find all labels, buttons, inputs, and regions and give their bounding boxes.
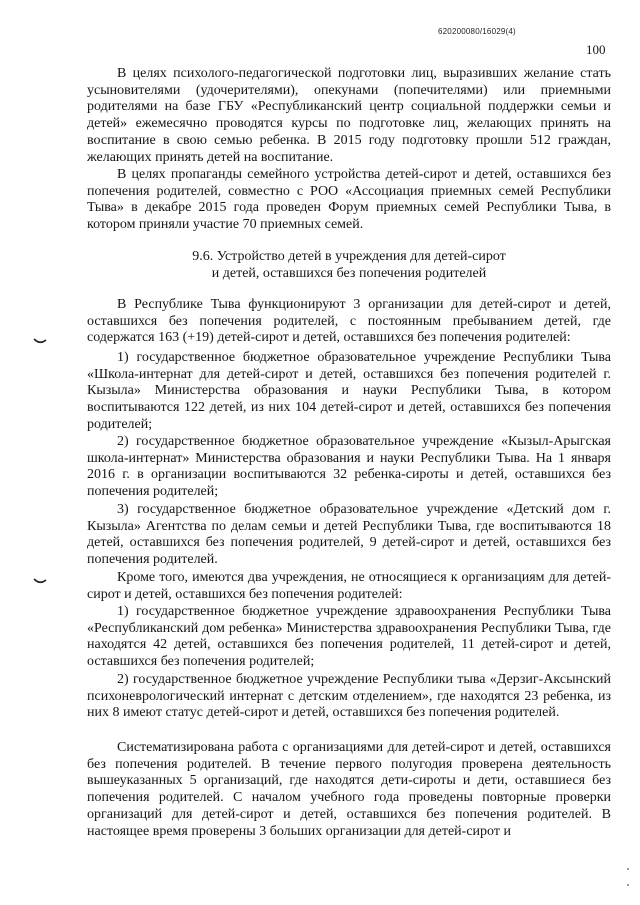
paragraph-inspections: Систематизирована работа с организациями для детей-сирот и детей, оставшихся без попечения родителей. В течение первого полугодия проверена деятельность вышеуказанных 5 организаций, где находятся дети-сироты и дети, оставшиеся без попечения родителей. С началом учебного года проведены повторные проверки организаций для детей-сирот и детей, оставшихся без попечения родителей. В настоящее время проверены 3 больших организации для детей-сирот и <box>87 740 611 839</box>
list-item-orphanage-kyzyl: 3) государственное бюджетное образовательное учреждение «Детский дом г. Кызыла» Агентства по делам семьи и детей Республики Тыва, где воспитываются 18 детей, оставшихся без попечения родителей, 9 детей-сирот и детей, оставшихся без попечения родителей. <box>87 502 611 568</box>
list-item-childrens-home: 1) государственное бюджетное учреждение здравоохранения Республики Тыва «Республиканский дом ребенка» Министерства здравоохранения Республики Тыва, где находятся 42 детей, оставшихся без попечения родителей, 11 детей-сирот и детей, оставшихся без попечения родителей; <box>87 604 611 670</box>
page-number: 100 <box>586 42 606 57</box>
document-code: 620200080/16029(4) <box>438 27 516 36</box>
section-heading-line-2: и детей, оставшихся без попечения родителей <box>211 265 487 281</box>
list-item-boarding-school-kyzyl: 1) государственное бюджетное образовательное учреждение Республики Тыва «Школа-интернат для детей-сирот и детей, оставшихся без попечения родителей г. Кызыла» Министерства образования и науки Республики Тыва, в котором воспитываются 122 детей, из них 104 детей-сирот и детей, оставшихся без попечения родителей; <box>87 350 611 432</box>
section-heading <box>87 249 611 282</box>
paragraph-other-institutions: Кроме того, имеются два учреждения, не относящиеся к организациям для детей-сирот и детей, оставшихся без попечения родителей: <box>87 570 611 602</box>
paragraph-organizations-overview: В Республике Тыва функционируют 3 организации для детей-сирот и детей, оставшихся без попечения родителей, с постоянным пребыванием детей, где содержатся 163 (+19) детей-сирот и детей, оставшихся без попечения родителей: <box>87 297 611 346</box>
paragraph-foster-forum: В целях пропаганды семейного устройства детей-сирот и детей, оставшихся без попечения родителей, совместно с РОО «Ассоциация приемных семей Республики Тыва» в декабре 2015 года проведен Форум приемных семей Республики Тыва, в котором приняли участие 70 приемных семей. <box>87 167 611 233</box>
margin-handwritten-mark <box>33 577 47 585</box>
list-item-derzig-aksy-internat: 2) государственное бюджетное учреждение Республики тыва «Дерзиг-Аксынский психоневрологический интернат с детским отделением», где находятся 23 ребенка, из них 8 имеют статус детей-сирот и детей, оставшихся без попечения родителей. <box>87 672 611 721</box>
list-item-kyzyl-arygskaya-school: 2) государственное бюджетное образовательное учреждение «Кызыл-Арыгская школа-интернат» Министерства образования и науки Республики Тыва. На 1 января 2016 г. в организации воспитываются 32 ребенка-сироты и детей, оставшихся без попечения родителей; <box>87 434 611 500</box>
margin-handwritten-mark <box>33 337 47 345</box>
section-heading-line-1: 9.6. Устройство детей в учреждения для детей-сирот <box>192 249 506 264</box>
scan-speck <box>627 868 629 870</box>
paragraph-training-courses: В целях психолого-педагогической подготовки лиц, выразивших желание стать усыновителями (удочерителями), опекунами (попечителями) или приемными родителями на базе ГБУ «Республиканский центр социальной поддержки семьи и детей» ежемесячно проводятся курсы по подготовке лиц, желающих принять на воспитание в свою семью ребенка. В 2015 году подготовку прошли 512 граждан, желающих принять детей на воспитание. <box>87 66 611 165</box>
scan-speck <box>627 884 629 886</box>
